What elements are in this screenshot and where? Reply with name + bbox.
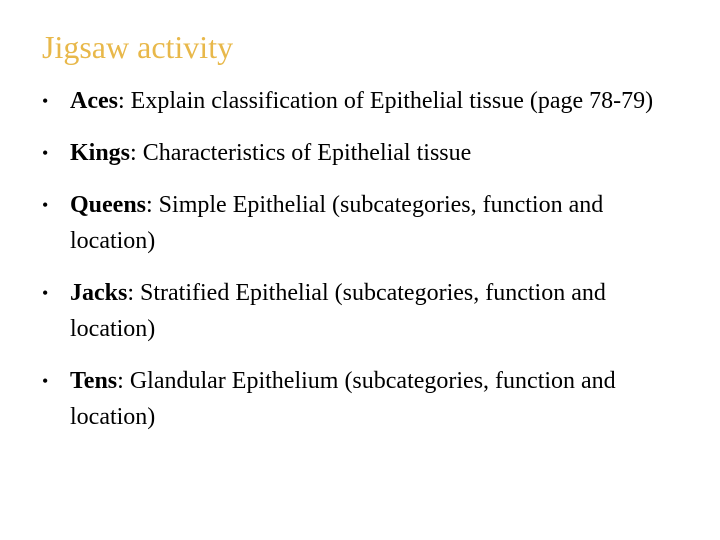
bullet-icon: • xyxy=(42,143,49,163)
bullet-text: : Glandular Epithelium (subcategories, function and location) xyxy=(70,368,616,430)
bullet-list xyxy=(0,83,720,451)
bullet-item-queens xyxy=(0,187,670,259)
bullet-icon: • xyxy=(42,371,49,391)
bullet-item-kings xyxy=(0,135,670,171)
bullet-text: : Characteristics of Epithelial tissue xyxy=(130,140,472,166)
bullet-lead: Tens xyxy=(70,368,118,394)
bullet-item-jacks xyxy=(0,275,670,347)
bullet-icon: • xyxy=(42,91,49,111)
bullet-text: : Simple Epithelial (subcategories, function and location) xyxy=(70,192,604,254)
bullet-text: : Explain classification of Epithelial tissue (page 78-79) xyxy=(117,88,654,114)
bullet-item-aces xyxy=(0,83,670,119)
bullet-item-tens xyxy=(0,363,670,435)
bullet-lead: Kings xyxy=(70,140,131,166)
slide-title: Jigsaw activity xyxy=(42,29,234,65)
bullet-icon: • xyxy=(42,283,49,303)
bullet-text: : Stratified Epithelial (subcategories, function and location) xyxy=(70,280,606,342)
bullet-icon: • xyxy=(42,195,49,215)
bullet-lead: Jacks xyxy=(70,280,128,306)
bullet-lead: Aces xyxy=(70,88,118,114)
bullet-lead: Queens xyxy=(70,192,147,218)
